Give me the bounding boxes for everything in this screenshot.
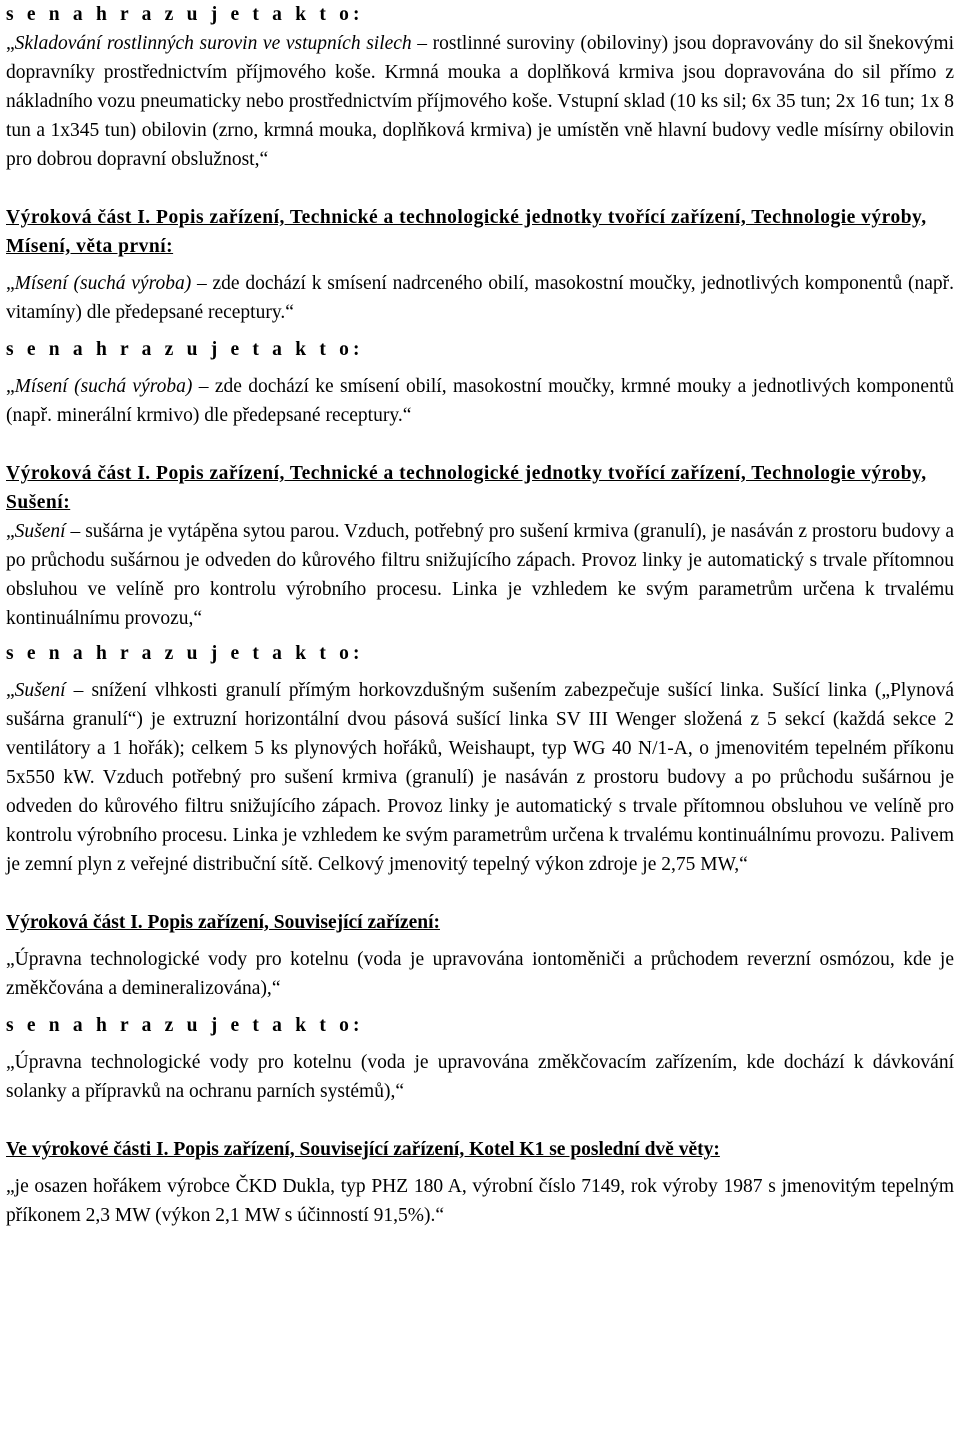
- term: Sušení: [14, 521, 66, 542]
- term: Sušení: [14, 680, 66, 701]
- section-heading: Výroková část I. Popis zařízení, Technické a technologické jednotky tvořící zařízení, Technologie výroby, Sušení:: [6, 463, 927, 513]
- section-heading: Výroková část I. Popis zařízení, Technické a technologické jednotky tvořící zařízení, Technologie výroby, Mísení, věta první:: [6, 207, 927, 257]
- replacement-text: „Úpravna technologické vody pro kotelnu (voda je upravována změkčovacím zařízením, kde dochází k dávkování solanky a přípravků na ochranu parních systémů),“: [6, 1052, 954, 1102]
- replace-label: s e n a h r a z u j e t a k t o:: [6, 643, 364, 664]
- original-text: „Mísení (suchá výroba) – zde dochází k smísení nadrceného obilí, masokostní moučky, jednotlivých komponentů (např. vitamíny) dle předepsané receptury.“: [6, 273, 954, 323]
- replace-label: s e n a h r a z u j e t a k t o:: [6, 1015, 364, 1036]
- replacement-text: „Sušení – snížení vlhkosti granulí přímým horkovzdušným sušením zabezpečuje sušící linka. Sušící linka („Plynová sušárna granulí“) je extruzní horizontální dvou pásová sušící linka SV III Wenger složená z 5 sekcí (každá sekce 2 ventilátory a 1 hořák); celkem 5 ks plynových hořáků, Weishaupt, typ WG 40 N/1-A, o jmenovitém tepelném příkonu 5x550 kW. Vzduch potřebný pro sušení krmiva (granulí) je nasáván z prostoru budovy a po průchodu sušárnou je odveden do kůrového filtru snižujícího zápach. Provoz linky je automatický s trvale přítomnou obsluhou ve velíně pro kontrolu výrobního procesu. Linka je vzhledem ke svým parametrům určena k trvalému kontinuálnímu provozu. Palivem je zemní plyn z veřejné distribuční sítě. Celkový jmenovitý tepelný výkon zdroje je 2,75 MW,“: [6, 680, 954, 875]
- original-text: „Sušení – sušárna je vytápěna sytou parou. Vzduch, potřebný pro sušení krmiva (granulí), je nasáván z prostoru budovy a po průchodu sušárnou je odveden do kůrového filtru snižujícího zápach. Provoz linky je automatický s trvale přítomnou obsluhou ve velíně pro kontrolu výrobního procesu. Linka je vzhledem ke svým parametrům určena k trvalému kontinuálnímu provozu,“: [6, 521, 954, 629]
- original-text: „Úpravna technologické vody pro kotelnu (voda je upravována iontoměniči a průchodem reverzní osmózou, kde je změkčována a demineralizována),“: [6, 949, 954, 999]
- replace-label: s e n a h r a z u j e t a k t o:: [6, 4, 364, 25]
- replace-label: s e n a h r a z u j e t a k t o:: [6, 339, 364, 360]
- section-heading: Ve výrokové části I. Popis zařízení, Související zařízení, Kotel K1 se poslední dvě věty:: [6, 1139, 720, 1160]
- section-heading: Výroková část I. Popis zařízení, Související zařízení:: [6, 912, 440, 933]
- term: Skladování rostlinných surovin ve vstupních silech: [14, 33, 412, 54]
- replacement-text: „Mísení (suchá výroba) – zde dochází ke smísení obilí, masokostní moučky, krmné mouky a jednotlivých komponentů (např. minerální krmivo) dle předepsané receptury.“: [6, 376, 954, 426]
- replacement-text: „Skladování rostlinných surovin ve vstupních silech – rostlinné suroviny (obiloviny) jsou dopravovány do sil šnekovými dopravníky prostřednictvím příjmového koše. Krmná mouka a doplňková krmiva jsou dopravována do sil přímo z nákladního vozu pneumaticky nebo prostřednictvím příjmového koše. Vstupní sklad (10 ks sil; 6x 35 tun; 2x 16 tun; 1x 8 tun a 1x345 tun) obilovin (zrno, krmná mouka, doplňková krmiva) je umístěn vně hlavní budovy vedle mísírny obilovin pro dobrou dopravní obslužnost,“: [6, 33, 954, 170]
- term: Mísení (suchá výroba): [14, 376, 193, 397]
- original-text: „je osazen hořákem výrobce ČKD Dukla, typ PHZ 180 A, výrobní číslo 7149, rok výroby 1987 s jmenovitým tepelným příkonem 2,3 MW (výkon 2,1 MW s účinností 91,5%).“: [6, 1176, 954, 1226]
- term: Mísení (suchá výroba): [14, 273, 192, 294]
